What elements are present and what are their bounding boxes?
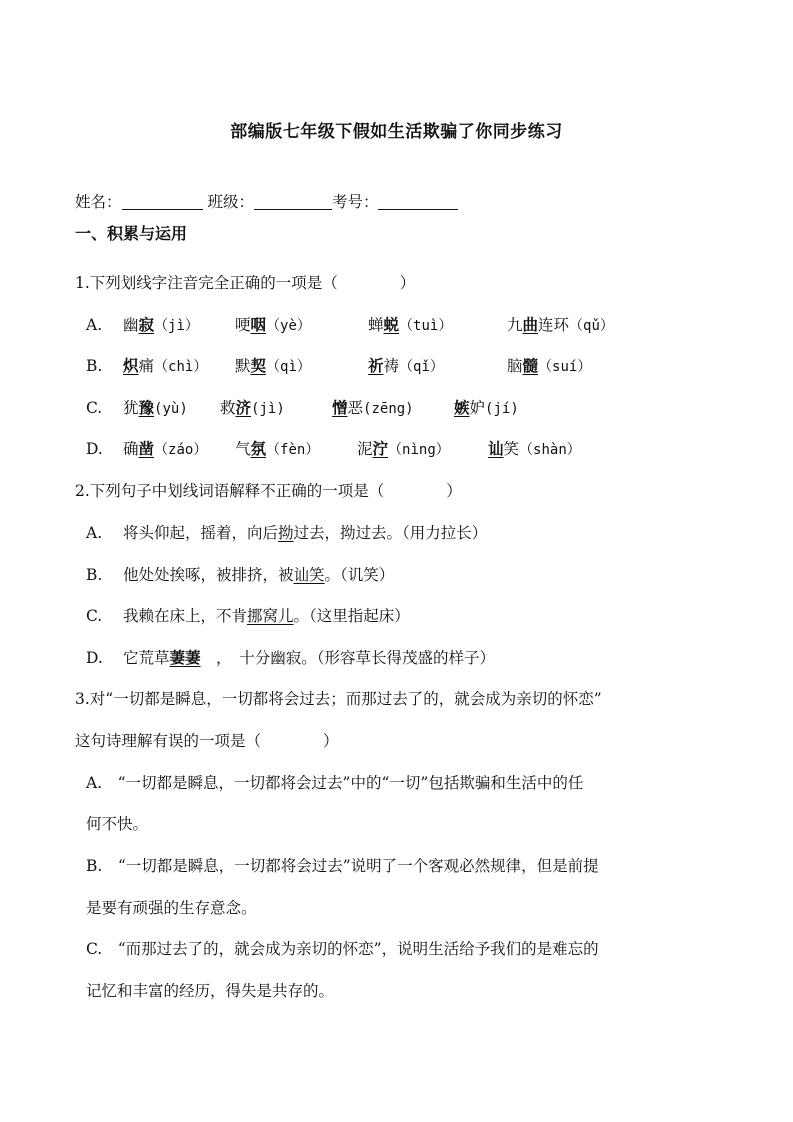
- q1-option-d: [86, 439, 103, 459]
- q1-option-c: [86, 398, 102, 418]
- option-letter: B.: [86, 357, 103, 375]
- class-label: 班级：: [207, 193, 254, 211]
- question-3-stem-line-1: 3.对“一切都是瞬息，一切都将会过去；而那过去了的，就会成为亲切的怀恋”: [75, 690, 602, 708]
- q2-option-b-text: 他处处挨啄，被排挤，被讪笑。（讥笑）: [123, 566, 395, 584]
- q1-d-item-4: 讪笑（shàn）: [488, 439, 581, 458]
- q3-option-c-line-2: 记忆和丰富的经历，得失是共存的。: [86, 982, 335, 1000]
- q1-b-item-4: 脑髓（suí）: [507, 356, 592, 375]
- q2-option-d-text: 它荒草萋萋 ， 十分幽寂。（形容草长得茂盛的样子）: [123, 648, 496, 667]
- question-1-stem: 1.下列划线字注音完全正确的一项是（ ）: [75, 274, 416, 292]
- q2-option-c-text: 我赖在床上，不肯挪窝儿。（这里指起床）: [123, 607, 410, 625]
- q1-a-item-2: 哽咽（yè）: [235, 315, 311, 334]
- q1-b-item-2: 默契（qì）: [235, 356, 311, 375]
- q1-option-a: [86, 315, 102, 335]
- question-3-stem-line-2: 这句诗理解有误的一项是（ ）: [75, 732, 339, 750]
- q1-d-item-1: 确凿（záo）: [123, 439, 208, 458]
- student-info-line: [75, 192, 458, 212]
- q3-option-b-line-2: 是要有顽强的生存意念。: [86, 899, 257, 917]
- q1-a-item-4: 九曲连环（qǔ）: [507, 315, 614, 334]
- q1-b-item-3: 祈祷（qǐ）: [368, 356, 444, 375]
- q1-option-b: [86, 356, 102, 376]
- q1-c-item-4: 嫉妒(jí): [454, 398, 519, 417]
- q1-a-item-1: 幽寂（jì）: [123, 315, 199, 334]
- q3-option-b-line-1: B. “一切都是瞬息，一切都将会过去”说明了一个客观必然规律，但是前提: [86, 857, 599, 875]
- page-title: 部编版七年级下假如生活欺骗了你同步练习: [230, 122, 563, 142]
- name-blank: [122, 193, 203, 210]
- q2-option-c: C.: [86, 607, 103, 625]
- q1-c-item-2: 救济(jì): [220, 398, 285, 417]
- question-2-stem: 2.下列句子中划线词语解释不正确的一项是（ ）: [75, 482, 462, 500]
- q3-option-c-line-1: C. “而那过去了的，就会成为亲切的怀恋”，说明生活给予我们的是难忘的: [86, 940, 599, 958]
- section-heading: 一、积累与运用: [75, 224, 188, 243]
- number-label: 考号：: [331, 193, 379, 211]
- q2-option-d: D.: [86, 649, 103, 667]
- name-label: 姓名：: [75, 193, 122, 211]
- q1-b-item-1: 炽痛（chì）: [123, 356, 208, 375]
- q3-option-a-line-1: A. “一切都是瞬息，一切都将会过去”中的“一切”包括欺骗和生活中的任: [86, 774, 584, 792]
- option-letter: C.: [86, 399, 103, 417]
- q2-option-a-text: 将头仰起，摇着，向后拗过去，拗过去。（用力拉长）: [123, 524, 488, 542]
- q1-a-item-3: 蝉蜕（tuì）: [368, 315, 453, 334]
- q2-option-a: A.: [86, 524, 103, 542]
- q1-c-item-1: 犹豫(yù): [123, 398, 188, 417]
- number-blank: [378, 193, 458, 210]
- class-blank: [254, 193, 332, 210]
- q2-option-b: B.: [86, 566, 103, 584]
- option-letter: D.: [86, 440, 103, 458]
- q3-option-a-line-2: 何不快。: [86, 815, 149, 833]
- q1-c-item-3: 憎恶(zēng): [332, 398, 414, 417]
- q1-d-item-3: 泥泞（nìng）: [357, 439, 450, 458]
- option-letter: A.: [86, 316, 103, 334]
- q1-d-item-2: 气氛（fèn）: [235, 439, 320, 458]
